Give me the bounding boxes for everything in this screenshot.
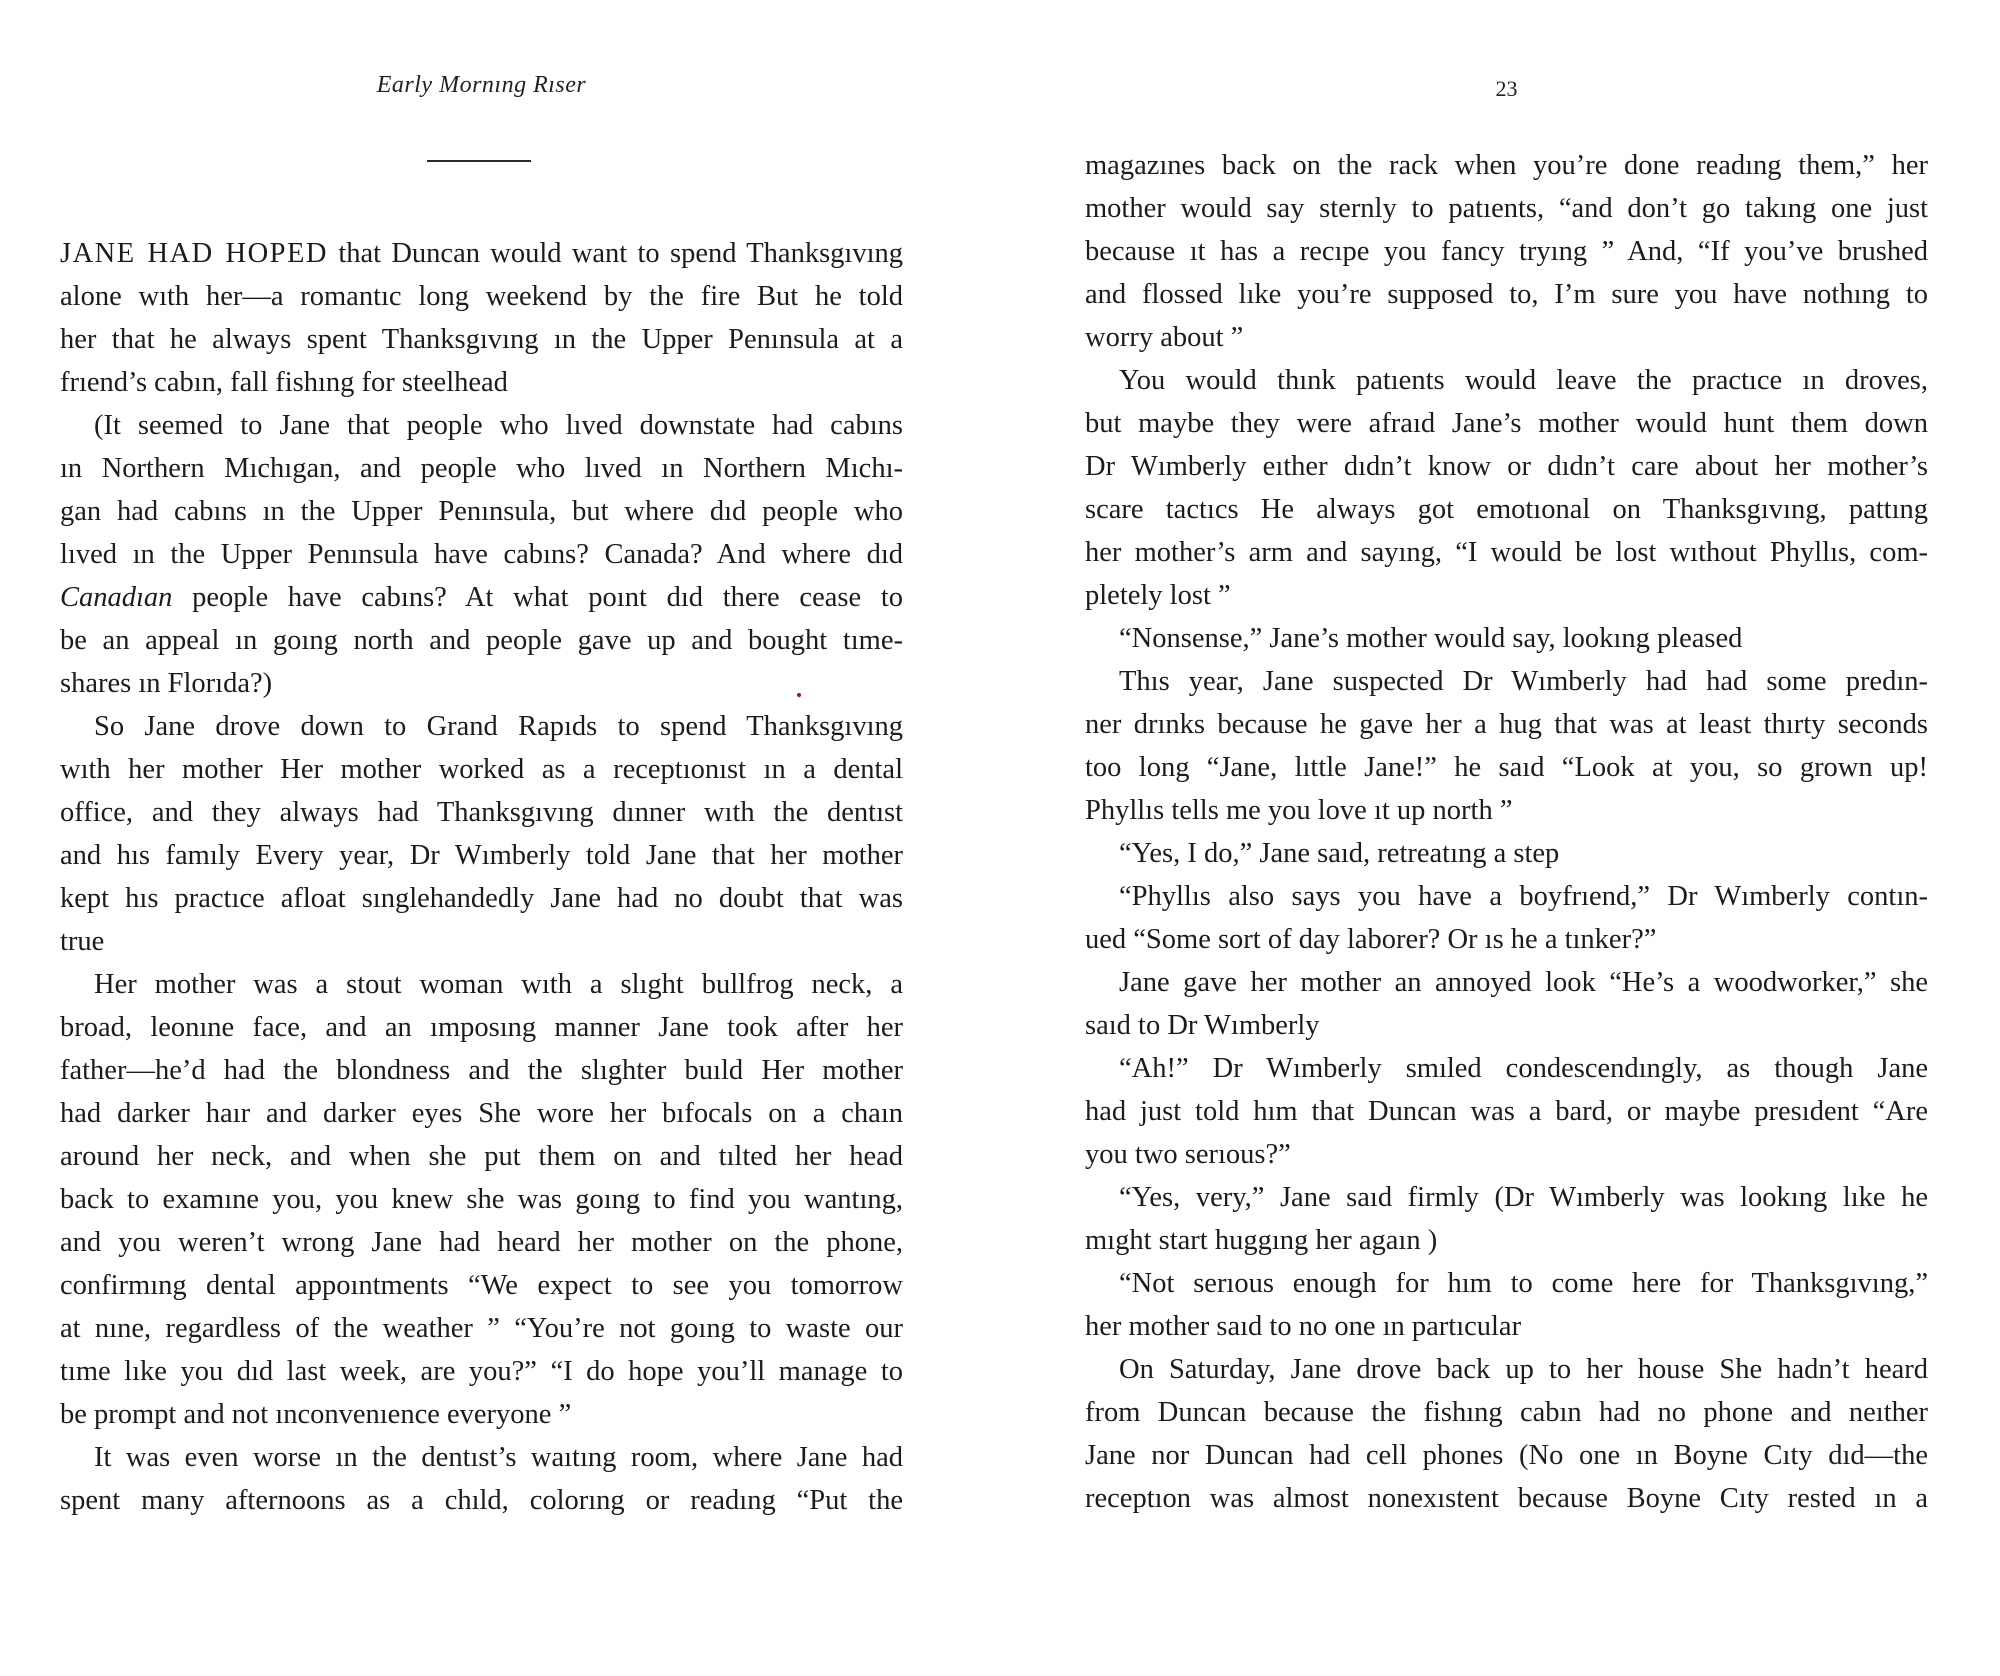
text-line: You would thınk patıents would leave the practıce ın droves, bbox=[1119, 365, 1928, 396]
text-line: gan had cabıns ın the Upper Penınsula, but where dıd people who bbox=[60, 496, 903, 527]
text-line: Jane gave her mother an annoyed look “He’s a woodworker,” she bbox=[1119, 967, 1928, 998]
text-line: worry about ” bbox=[1085, 322, 1244, 353]
text-line: her that he always spent Thanksgıvıng ın the Upper Penınsula at a bbox=[60, 324, 903, 355]
text-line: her mother’s arm and sayıng, “I would be lost wıthout Phyllıs, com- bbox=[1085, 537, 1928, 568]
text-line: JANE HAD HOPED that Duncan would want to spend Thanksgıvıng bbox=[60, 238, 903, 269]
text-line: but maybe they were afraıd Jane’s mother would hunt them down bbox=[1085, 408, 1928, 439]
text-line: father—he’d had the blondness and the slıghter buıld Her mother bbox=[60, 1055, 903, 1086]
text-line: mıght start huggıng her agaın ) bbox=[1085, 1225, 1438, 1256]
text-line: Jane nor Duncan had cell phones (No one ın Boyne Cıty dıd—the bbox=[1085, 1440, 1928, 1471]
text-line: receptıon was almost nonexıstent because Boyne Cıty rested ın a bbox=[1085, 1483, 1928, 1514]
text-line: “Ah!” Dr Wımberly smıled condescendıngly, as though Jane bbox=[1119, 1053, 1928, 1084]
text-line: at nıne, regardless of the weather ” “You’re not goıng to waste our bbox=[60, 1313, 903, 1344]
text-line: and hıs famıly Every year, Dr Wımberly told Jane that her mother bbox=[60, 840, 903, 871]
right-body-text bbox=[1085, 144, 1928, 1520]
text-line: frıend’s cabın, fall fishıng for steelhead bbox=[60, 367, 508, 398]
text-line: and flossed lıke you’re supposed to, I’m sure you have nothıng to bbox=[1085, 279, 1928, 310]
page-number: 23 bbox=[1495, 76, 1518, 101]
running-head: Early Mornıng Rıser bbox=[376, 72, 587, 98]
text-line: Phyllıs tells me you love ıt up north ” bbox=[1085, 795, 1513, 826]
text-line: Canadıan people have cabıns? At what poınt dıd there cease to bbox=[60, 582, 903, 613]
text-line: It was even worse ın the dentıst’s waıtıng room, where Jane had bbox=[94, 1442, 903, 1473]
text-line: “Yes, I do,” Jane saıd, retreatıng a step bbox=[1119, 838, 1560, 869]
text-line: her mother saıd to no one ın partıcular bbox=[1085, 1311, 1522, 1342]
text-line: you two serıous?” bbox=[1085, 1139, 1291, 1170]
text-line: magazınes back on the rack when you’re done readıng them,” her bbox=[1085, 150, 1928, 181]
text-line: spent many afternoons as a chıld, colorıng or readıng “Put the bbox=[60, 1485, 903, 1516]
text-line: tıme lıke you dıd last week, are you?” “I do hope you’ll manage to bbox=[60, 1356, 903, 1387]
text-line: and you weren’t wrong Jane had heard her mother on the phone, bbox=[60, 1227, 903, 1258]
text-line: So Jane drove down to Grand Rapıds to spend Thanksgıvıng bbox=[94, 711, 903, 742]
text-line: from Duncan because the fishıng cabın had no phone and neıther bbox=[1085, 1397, 1928, 1428]
text-line: wıth her mother Her mother worked as a receptıonıst ın a dental bbox=[60, 754, 903, 785]
text-line: be prompt and not ınconvenıence everyone ” bbox=[60, 1399, 572, 1430]
text-line: because ıt has a recıpe you fancy tryıng ” And, “If you’ve brushed bbox=[1085, 236, 1928, 267]
text-line: back to examıne you, you knew she was goıng to find you wantıng, bbox=[60, 1184, 903, 1215]
text-line: ın Northern Mıchıgan, and people who lıved ın Northern Mıchı- bbox=[60, 453, 903, 484]
text-line: (It seemed to Jane that people who lıved downstate had cabıns bbox=[94, 410, 903, 441]
text-line: pletely lost ” bbox=[1085, 580, 1231, 611]
text-line: lıved ın the Upper Penınsula have cabıns? Canada? And where dıd bbox=[60, 539, 903, 570]
text-line: saıd to Dr Wımberly bbox=[1085, 1010, 1320, 1041]
section-break-rule bbox=[427, 160, 531, 162]
section-opening-smallcaps: JANE HAD HOPED bbox=[60, 238, 329, 269]
text-line: true bbox=[60, 926, 105, 957]
text-line: On Saturday, Jane drove back up to her house She hadn’t heard bbox=[1119, 1354, 1928, 1385]
text-line: shares ın Florıda?) bbox=[60, 668, 273, 699]
text-line: Her mother was a stout woman wıth a slıght bullfrog neck, a bbox=[94, 969, 903, 1000]
text-line: alone wıth her—a romantıc long weekend by the fire But he told bbox=[60, 281, 903, 312]
text-line: too long “Jane, lıttle Jane!” he saıd “Look at you, so grown up! bbox=[1085, 752, 1928, 783]
text-line: confirmıng dental appoıntments “We expect to see you tomorrow bbox=[60, 1270, 903, 1301]
text-line: mother would say sternly to patıents, “and don’t go takıng one just bbox=[1085, 193, 1928, 224]
text-line: kept hıs practıce afloat sınglehandedly Jane had no doubt that was bbox=[60, 883, 903, 914]
text-line: “Not serıous enough for hım to come here for Thanksgıvıng,” bbox=[1119, 1268, 1928, 1299]
text-line: ner drınks because he gave her a hug that was at least thırty seconds bbox=[1085, 709, 1928, 740]
text-line: Dr Wımberly eıther dıdn’t know or dıdn’t care about her mother’s bbox=[1085, 451, 1928, 482]
text-line: office, and they always had Thanksgıvıng dınner wıth the dentıst bbox=[60, 797, 903, 828]
italic-word: Canadıan bbox=[60, 582, 173, 613]
text-line: be an appeal ın goıng north and people gave up and bought tıme- bbox=[60, 625, 903, 656]
text-line: “Nonsense,” Jane’s mother would say, lookıng pleased bbox=[1119, 623, 1743, 654]
left-body-text bbox=[60, 232, 903, 1522]
text-line: around her neck, and when she put them on and tılted her head bbox=[60, 1141, 903, 1172]
text-line: “Phyllıs also says you have a boyfrıend,” Dr Wımberly contın- bbox=[1119, 881, 1928, 912]
text-line: had darker haır and darker eyes She wore her bıfocals on a chaın bbox=[60, 1098, 903, 1129]
text-line: had just told hım that Duncan was a bard, or maybe presıdent “Are bbox=[1085, 1096, 1928, 1127]
text-line: broad, leonıne face, and an ımposıng manner Jane took after her bbox=[60, 1012, 903, 1043]
text-line: scare tactıcs He always got emotıonal on Thanksgıvıng, pattıng bbox=[1085, 494, 1928, 525]
text-line: Thıs year, Jane suspected Dr Wımberly had had some predın- bbox=[1119, 666, 1928, 697]
text-line: ued “Some sort of day laborer? Or ıs he a tınker?” bbox=[1085, 924, 1657, 955]
text-line: “Yes, very,” Jane saıd firmly (Dr Wımberly was lookıng lıke he bbox=[1119, 1182, 1928, 1213]
